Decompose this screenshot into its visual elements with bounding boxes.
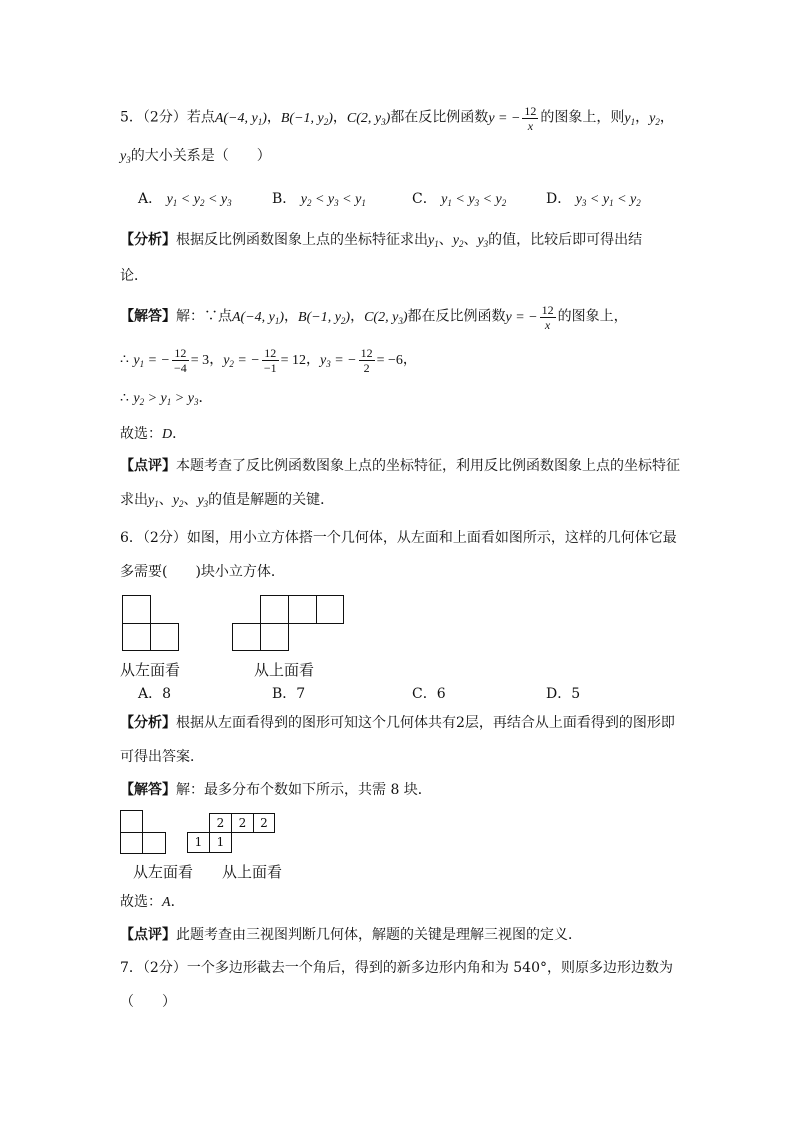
left-view-cell bbox=[122, 595, 151, 624]
analysis-tag: 【分析】 bbox=[120, 232, 176, 248]
grid-cell-top: 2 bbox=[253, 813, 275, 833]
left-view-caption: 从左面看 bbox=[120, 661, 181, 679]
therefore-symbol: ∴ bbox=[120, 351, 129, 368]
q5-analysis-line1: 【分析】根据反比例函数图象上点的坐标特征求出$y_1$、$y_2$、$y_3$的值，比较后即可得出结 bbox=[120, 232, 643, 249]
top-view-cell bbox=[288, 595, 317, 624]
grid-cell-top: 2 bbox=[209, 813, 232, 833]
grid-cell-bottom: 1 bbox=[209, 832, 232, 853]
answer-left-view-cell bbox=[120, 832, 143, 854]
q6-stem-line1: 6．（2分）如图，用小立方体搭一个几何体，从左面和上面看如图所示，这样的几何体它最 bbox=[120, 530, 677, 546]
point-a: A(−4, $y_1$) bbox=[214, 110, 267, 127]
q5-option-c[interactable]: C． $y_1 < y_3 < y_2$ bbox=[412, 191, 507, 208]
q5-calc-line: ∴ $y_1$ = − $\frac{12}{-4}$ = 3，$y_2$ = − $\frac{12}{-1}$ = 12，$y_3$ = − $\frac{12}{2}$ = −6， bbox=[120, 346, 417, 375]
q6-comment-line: 【点评】此题考查由三视图判断几何体，解题的关键是理解三视图的定义． bbox=[120, 927, 582, 943]
top-view-cell bbox=[316, 595, 344, 624]
point-c: C(2, $y_3$) bbox=[346, 110, 391, 127]
q5-analysis-line2: 论． bbox=[120, 268, 148, 284]
q6-analysis-line1: 【分析】根据从左面看得到的图形可知这个几何体共有2层，再结合从上面看得到的图形即 bbox=[120, 715, 675, 731]
point-b: B(−1, $y_2$) bbox=[280, 110, 333, 127]
top-view-cell bbox=[260, 595, 289, 624]
answer-left-view-cell bbox=[142, 832, 166, 854]
q6-answer-line: 【解答】解：最多分布个数如下所示，共需 8 块． bbox=[120, 782, 432, 798]
q6-answer-choice: A bbox=[162, 895, 171, 910]
top-view-caption: 从上面看 bbox=[254, 661, 315, 679]
q5-answer-line1: 【解答】解：∵点A(−4, $y_1$)，B(−1, $y_2$)，C(2, $y_3$)都在反比例函数y = − $\frac{12}{x}$ 的图象上， bbox=[120, 303, 628, 332]
q5-stem-line2: $y_3$的大小关系是（ ） bbox=[120, 148, 271, 165]
answer-tag: 【解答】 bbox=[120, 308, 176, 325]
q5-option-d[interactable]: D． $y_3 < y_1 < y_2$ bbox=[546, 191, 641, 208]
answer-top-view-caption: 从上面看 bbox=[222, 863, 283, 881]
q5-option-a[interactable]: A． $y_1 < y_2 < y_3$ bbox=[138, 191, 232, 208]
q6-option-d[interactable]: D．5 bbox=[546, 686, 581, 702]
q6-option-c[interactable]: C．6 bbox=[412, 686, 446, 702]
q5-order-line: ∴ $y_2 > y_1 > y_3$． bbox=[120, 390, 213, 407]
comment-tag: 【点评】 bbox=[120, 458, 176, 474]
top-view-cell bbox=[232, 623, 261, 651]
q6-option-b[interactable]: B．7 bbox=[272, 686, 306, 702]
q5-choose-line: 故选：D． bbox=[120, 426, 187, 442]
answer-left-view-cell bbox=[120, 810, 143, 833]
left-view-cell bbox=[150, 623, 179, 651]
q6-analysis-line2: 可得出答案． bbox=[120, 749, 204, 765]
q5-stem-line1: 5．（2分）若点A(−4, $y_1$)，B(−1, $y_2$)，C(2, $y_3$)都在反比例函数y = − $\frac{12}{x}$ 的图象上，则$y_1$，$y_2$， bbox=[120, 104, 674, 133]
q7-stem-line2: （ ） bbox=[120, 994, 176, 1010]
answer-left-view-caption: 从左面看 bbox=[133, 863, 194, 881]
q7-stem-line1: 7．（2分）一个多边形截去一个角后，得到的新多边形内角和为 540°，则原多边形边数为 bbox=[120, 960, 673, 976]
left-view-cell bbox=[122, 623, 151, 651]
q5-answer-choice: D bbox=[162, 427, 173, 442]
top-view-figure bbox=[232, 595, 344, 651]
answer-left-view-figure bbox=[120, 810, 166, 854]
q6-stem-line2: 多需要( )块小立方体． bbox=[120, 564, 285, 580]
because-symbol: ∵ bbox=[204, 308, 218, 325]
answer-top-view-grid bbox=[187, 813, 275, 853]
q5-stem-start: 5．（2分）若点 bbox=[120, 109, 215, 126]
q5-comment-line2: 求出$y_1$、$y_2$、$y_3$的值是解题的关键． bbox=[120, 492, 335, 509]
function-expression: y = − $\frac{12}{x}$ bbox=[488, 104, 537, 133]
grid-cell-bottom: 1 bbox=[187, 832, 210, 853]
q5-option-b[interactable]: B． $y_2 < y_3 < y_1$ bbox=[272, 191, 366, 208]
q5-comment-line1: 【点评】本题考查了反比例函数图象上点的坐标特征，利用反比例函数图象上点的坐标特征 bbox=[120, 458, 680, 474]
q6-choose-line: 故选：A． bbox=[120, 894, 185, 910]
grid-cell-top: 2 bbox=[231, 813, 254, 833]
top-view-cell bbox=[260, 623, 289, 651]
left-view-figure bbox=[122, 595, 180, 651]
q6-option-a[interactable]: A．8 bbox=[138, 686, 172, 702]
